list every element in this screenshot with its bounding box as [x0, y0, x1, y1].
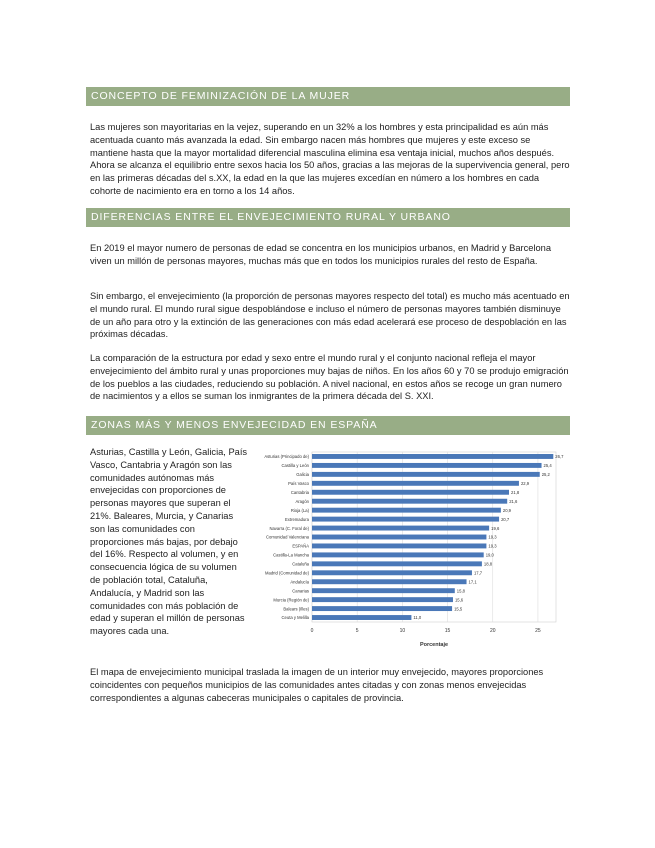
bar — [312, 508, 501, 513]
section-heading-feminizacion: CONCEPTO DE FEMINIZACIÓN DE LA MUJER — [86, 87, 570, 106]
category-label: Aragón — [295, 498, 309, 504]
category-label: Castilla-La Mancha — [273, 552, 309, 558]
x-tick-label: 10 — [399, 628, 406, 634]
data-label: 20,7 — [501, 516, 510, 522]
data-label: 20,9 — [502, 507, 512, 513]
bar — [312, 472, 540, 477]
category-label: Ceuta y Melilla — [281, 615, 309, 621]
x-axis-title: Porcentaje — [419, 642, 449, 648]
data-label: 25,4 — [543, 463, 552, 469]
x-tick-label: 15 — [444, 628, 451, 634]
bar — [312, 606, 452, 611]
bar — [312, 454, 553, 459]
bar — [312, 463, 542, 468]
paragraph-feminizacion: Las mujeres son mayoritarias en la vejez, superando en un 32% a los hombres y esta principalidad es aún más acentuada cuanto más avanzada la edad. Sin embargo nacen más hombres que mujeres y este exceso se mantiene hasta que la mayor mortalidad diferencial masculina elimina esa ventaja inicial, muchos años después. Ahora se alcanza el equilibrio entre sexos hacia los 50 años, gracias a las mejoras de la supervivencia general, pero en las primeras décadas del s.XX, la edad en la que las mujeres excedían en número a los hombres en cada cohorte de nacimiento era en torno a los 14 años. — [90, 122, 570, 196]
paragraph-zonas-side: Asturias, Castilla y León, Galicia, País Vasco, Cantabria y Aragón son las comunidades autónomas más envejecidas con proporciones de personas mayores que superan el 21%. Baleares, Murcia, y Canarias son las comunidades con proporciones más bajas, por debajo del 16%. Respecto al volumen, y en consecuencia lógica de su volumen de población total, Cataluña, Andalucía, y Madrid son las comunidades con más población de edad y superan el millón de personas mayores cada una. — [90, 447, 248, 637]
bar — [312, 490, 509, 495]
data-label: 25,2 — [541, 472, 550, 478]
bar — [312, 561, 482, 566]
data-label: 15,5 — [454, 606, 463, 612]
bar — [312, 481, 519, 486]
data-label: 26,7 — [555, 454, 564, 460]
category-label: Balears (Illes) — [283, 606, 309, 612]
data-label: 19,3 — [488, 543, 497, 549]
bar — [312, 597, 453, 602]
bar — [312, 517, 499, 522]
bar — [312, 615, 411, 620]
category-label: Andalucía — [290, 579, 309, 585]
category-label: Cataluña — [292, 561, 309, 567]
data-label: 19,6 — [491, 525, 500, 531]
data-label: 22,9 — [520, 481, 530, 487]
data-label: 15,8 — [456, 588, 465, 594]
data-label: 21,8 — [511, 489, 520, 495]
category-label: Asturias (Principado de) — [264, 454, 309, 460]
bar-chart — [252, 448, 564, 652]
category-label: Comunidad Valenciana — [266, 534, 309, 540]
category-label: Castilla y León — [281, 463, 309, 469]
bar — [312, 543, 486, 548]
paragraph-rural-2: Sin embargo, el envejecimiento (la proporción de personas mayores respecto del total) es mucho más acentuado en el mundo rural. El mundo rural sigue despoblándose e incluso el número de personas mayores también disminuye de un año para otro y la extinción de las generaciones con más edad acelerará ese proceso de despoblación en las próximas décadas. — [90, 291, 570, 340]
x-tick-label: 0 — [310, 628, 314, 634]
section-heading-zonas: ZONAS MÁS Y MENOS ENVEJECIDAD EN ESPAÑA — [86, 416, 570, 435]
category-label: ESPAÑA — [292, 543, 309, 549]
category-label: Cantabria — [290, 489, 309, 495]
data-label: 17,7 — [473, 570, 483, 576]
x-tick-label: 5 — [355, 628, 359, 634]
data-label: 15,6 — [454, 597, 464, 603]
paragraph-rural-1: En 2019 el mayor numero de personas de edad se concentra en los municipios urbanos, en Madrid y Barcelona viven un millón de personas mayores, muchas más que en todos los municipios rurales del resto de España. — [90, 243, 551, 266]
category-label: Madrid (Comunidad de) — [265, 570, 309, 576]
x-tick-label: 20 — [489, 628, 496, 634]
paragraph-zonas-closing: El mapa de envejecimiento municipal traslada la imagen de un interior muy envejecido, mayores proporciones coincidentes con pequeños municipios de las comunidades antes citadas y con zonas menos envejecidas correspondientes a algunas cabeceras municipales o capitales de provincia. — [90, 667, 544, 703]
data-label: 18,8 — [483, 561, 493, 567]
data-label: 17,1 — [468, 579, 477, 585]
x-tick-label: 25 — [535, 628, 541, 634]
category-label: Navarra (C. Foral de) — [269, 525, 309, 531]
paragraph-rural-3: La comparación de la estructura por edad y sexo entre el mundo rural y el conjunto nacional refleja el mayor envejecimiento del ámbito rural y unas proporciones muy bajas de niños. En los años 60 y 70 se produjo emigración de los pueblos a las ciudades, reduciendo su población. A nivel nacional, en estos años se recoge un gran numero de nacimientos y a ellos se suman los inmigrantes de la primera década del S. XXI. — [90, 353, 569, 402]
bar — [312, 526, 489, 531]
category-label: País Vasco — [288, 481, 309, 487]
bar — [312, 499, 507, 504]
bar — [312, 579, 467, 584]
data-label: 19,0 — [485, 552, 494, 558]
data-label: 11,0 — [413, 615, 422, 621]
bar — [312, 588, 455, 593]
category-label: Extremadura — [285, 516, 309, 522]
bar — [312, 552, 484, 557]
data-label: 19,3 — [488, 534, 497, 540]
category-label: Canarias — [292, 588, 309, 594]
category-label: Murcia (Región de) — [273, 597, 309, 603]
data-label: 21,6 — [509, 498, 518, 504]
section-heading-rural-urbano: DIFERENCIAS ENTRE EL ENVEJECIMIENTO RURAL Y URBANO — [86, 208, 570, 227]
category-label: Rioja (La) — [290, 507, 309, 513]
bar — [312, 535, 486, 540]
category-label: Galicia — [296, 472, 309, 478]
bar — [312, 570, 472, 575]
